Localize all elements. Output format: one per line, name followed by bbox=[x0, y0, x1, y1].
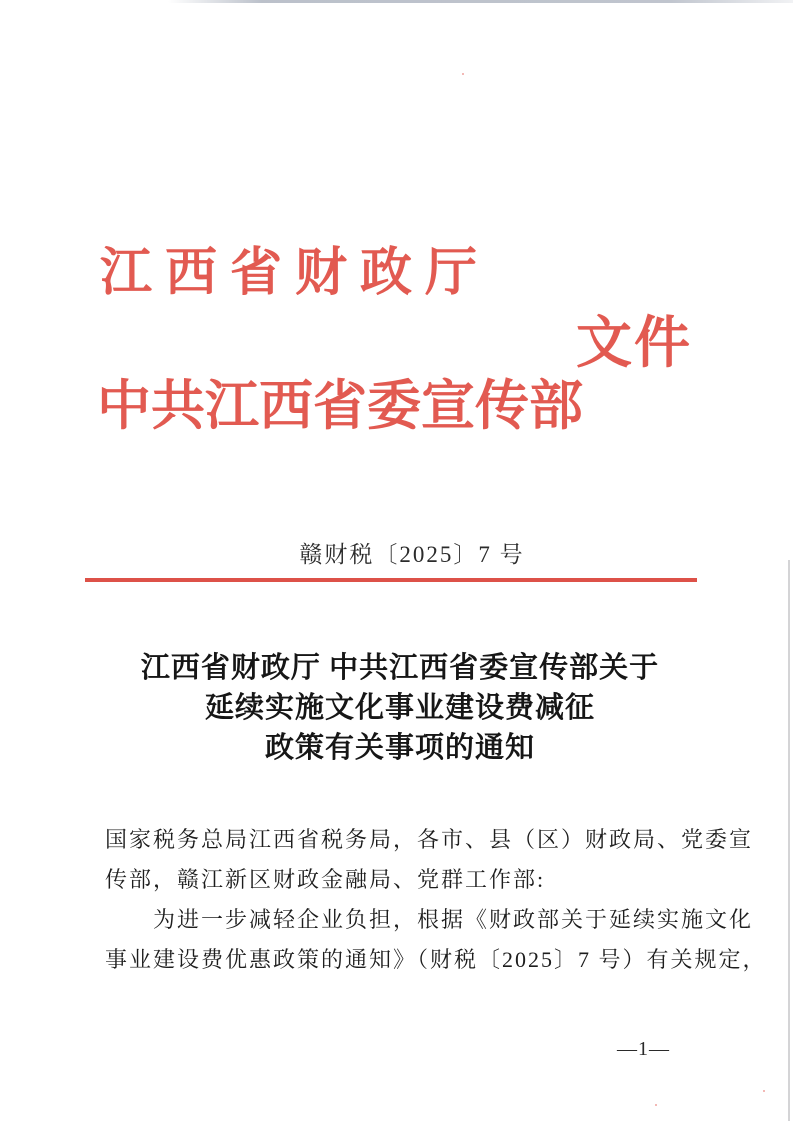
letterhead-document-word: 文件 bbox=[576, 313, 692, 375]
scan-artifact-speck bbox=[655, 1104, 657, 1106]
document-reference-number: 赣财税〔2025〕7 号 bbox=[299, 542, 525, 567]
document-title-line: 江西省财政厅 中共江西省委宣传部关于 bbox=[140, 652, 660, 684]
red-divider-line bbox=[85, 578, 697, 582]
body-text-line: 国家税务总局江西省税务局，各市、县（区）财政局、党委宣 bbox=[105, 827, 754, 852]
page-number: —1— bbox=[617, 1038, 670, 1060]
body-text-line: 传部，赣江新区财政金融局、党群工作部: bbox=[105, 867, 546, 892]
body-text-line: 为进一步减轻企业负担，根据《财政部关于延续实施文化 bbox=[105, 907, 754, 932]
document-title-line: 延续实施文化事业建设费减征 bbox=[204, 692, 595, 724]
body-text-line: 事业建设费优惠政策的通知》（财税〔2025〕7 号）有关规定， bbox=[105, 947, 767, 972]
scan-artifact-top-edge bbox=[168, 0, 793, 3]
letterhead-org-finance-department: 江西省财政厅 bbox=[100, 245, 491, 302]
scan-artifact-speck bbox=[462, 73, 464, 75]
document-title-line: 政策有关事项的通知 bbox=[264, 732, 535, 764]
scan-artifact-right-edge bbox=[788, 560, 790, 1121]
document-body bbox=[105, 820, 765, 980]
letterhead-org-publicity-department: 中共江西省委宣传部 bbox=[97, 376, 583, 436]
document-title bbox=[0, 648, 793, 768]
scan-artifact-speck bbox=[763, 1090, 765, 1092]
